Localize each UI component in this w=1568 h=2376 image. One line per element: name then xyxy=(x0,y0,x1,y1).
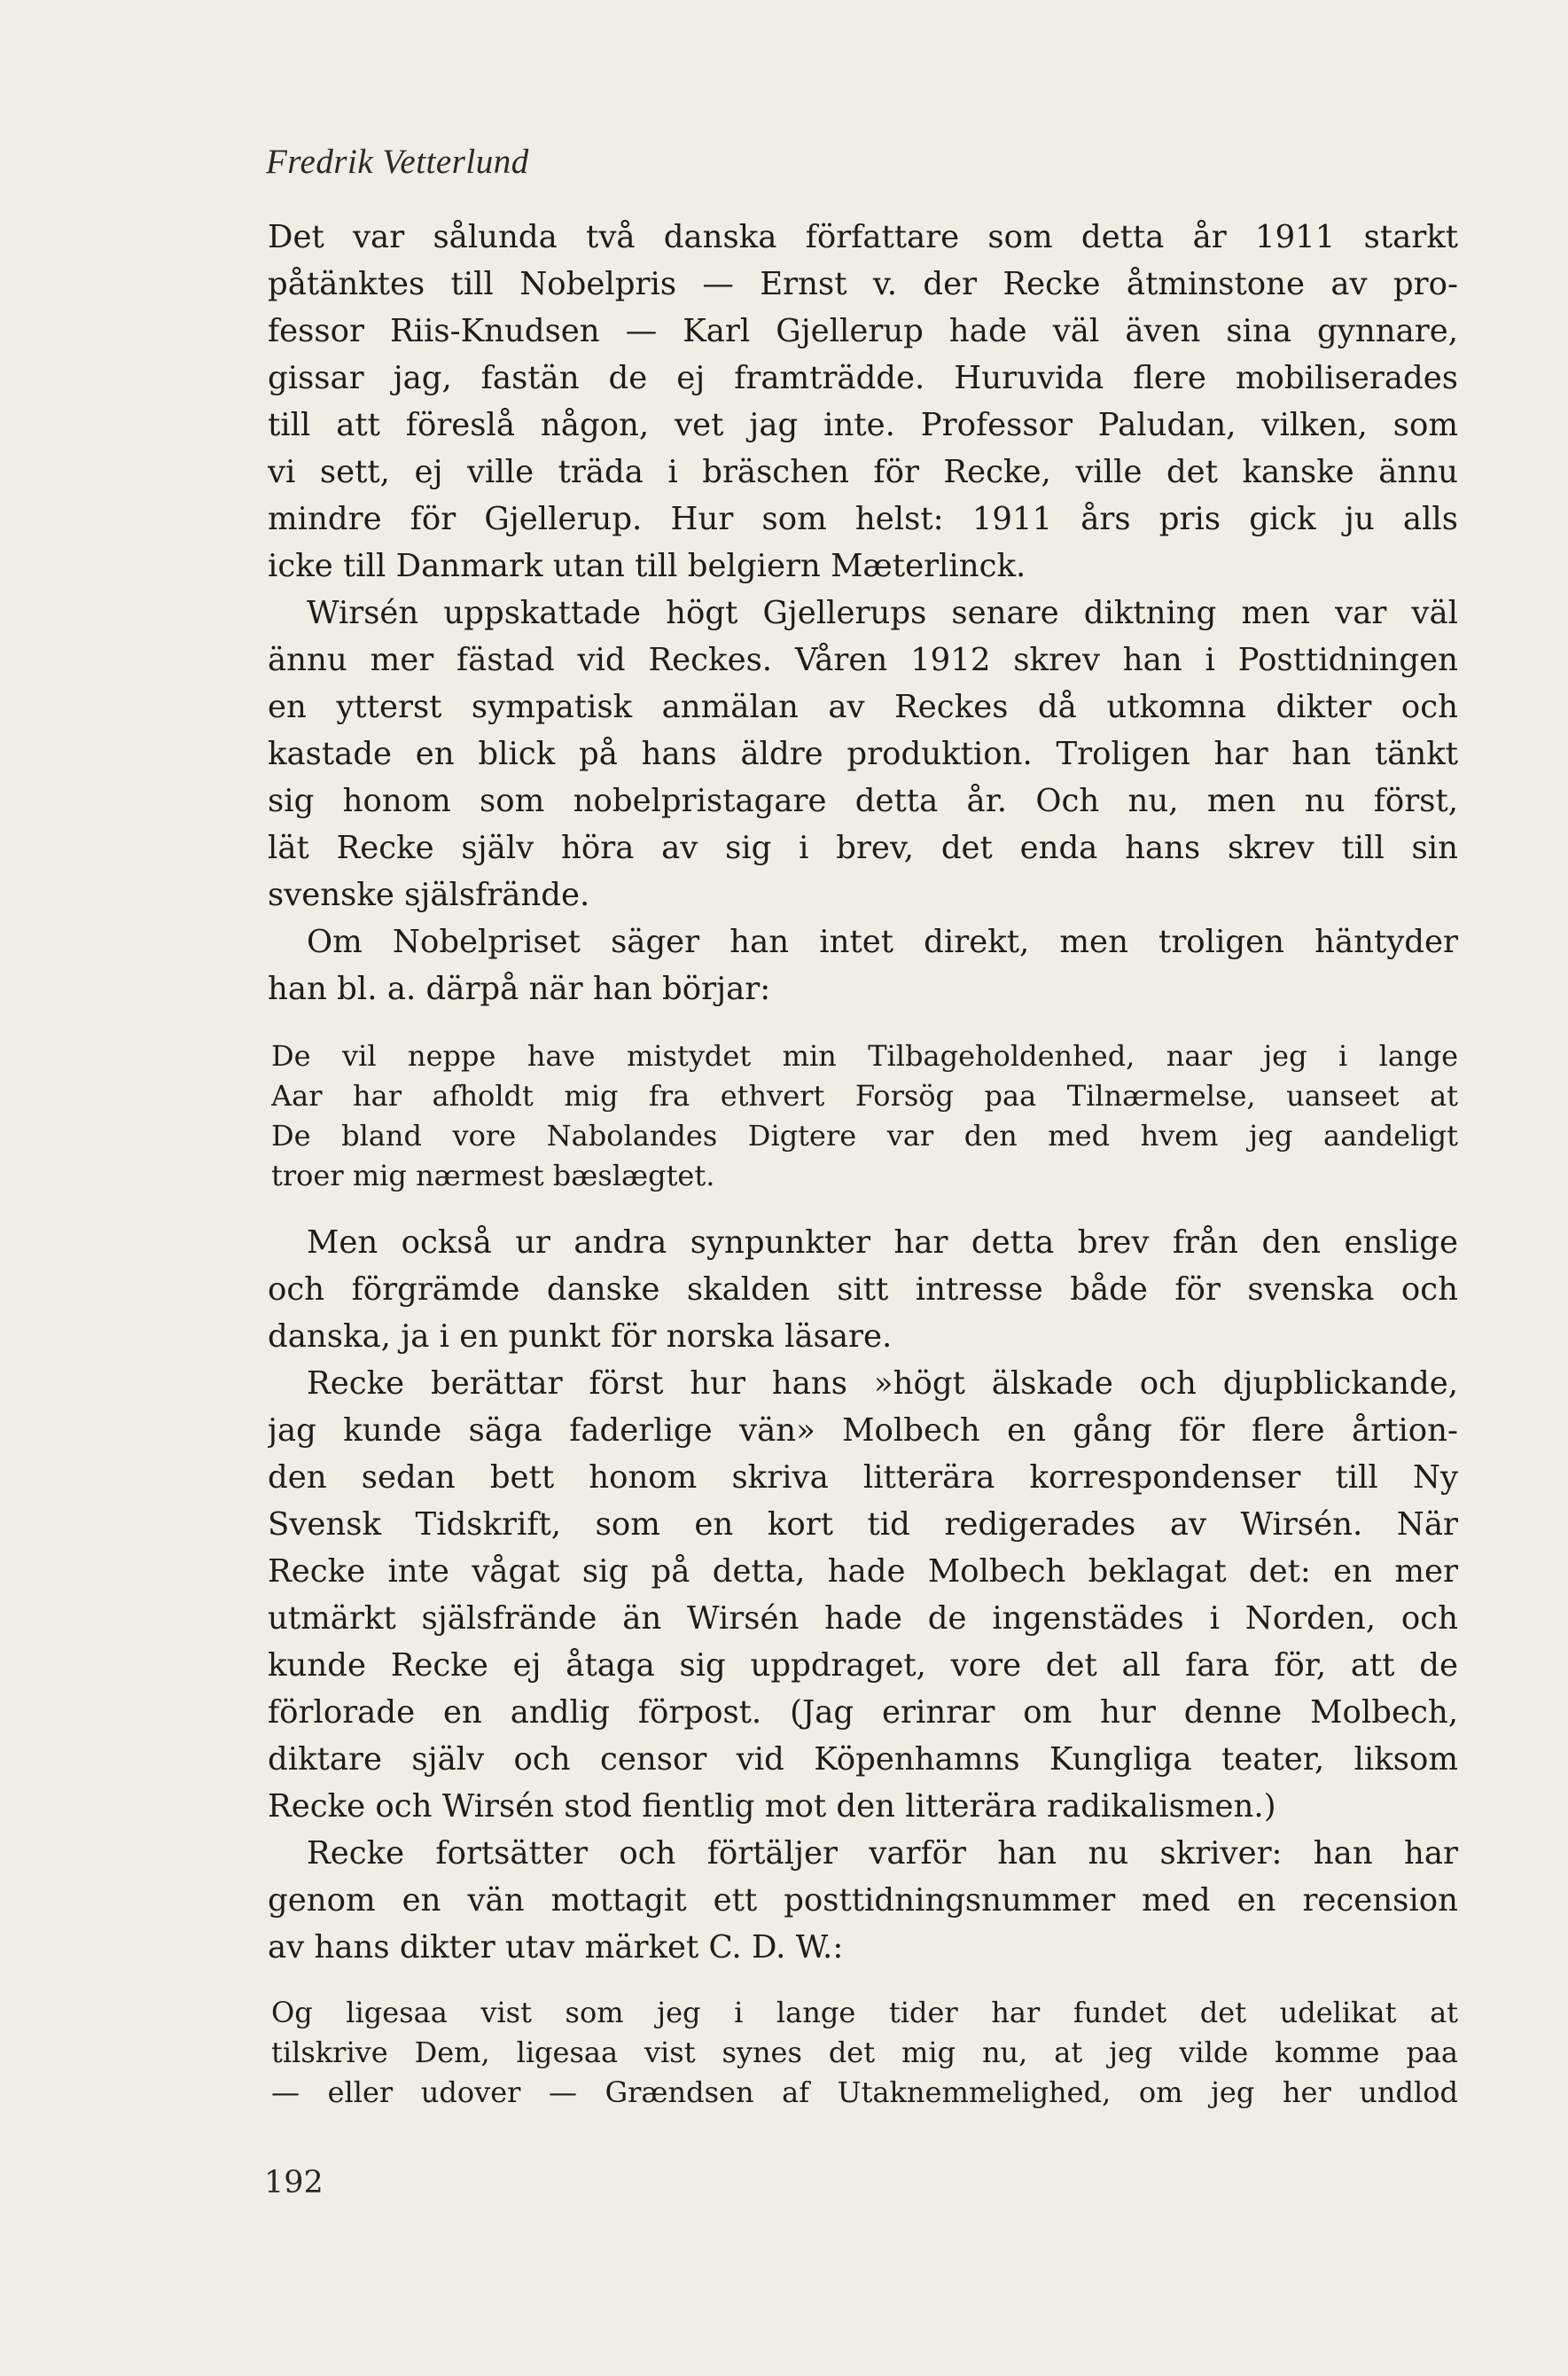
quote-line: De bland vore Nabolandes Digtere var den med hvem jeg aandeligt xyxy=(271,1119,1458,1153)
quote-line: Og ligesaa vist som jeg i lange tider har fundet det udelikat at xyxy=(271,1996,1458,2029)
text-line: mindre för Gjellerup. Hur som helst: 1911 års pris gick ju alls xyxy=(268,501,1458,537)
text-line: Svensk Tidskrift, som en kort tid redigerades av Wirsén. När xyxy=(268,1506,1458,1543)
text-line: Wirsén uppskattade högt Gjellerups senare diktning men var väl xyxy=(307,595,1458,631)
text-line: Recke berättar först hur hans »högt älskade och djupblickande, xyxy=(307,1365,1458,1402)
quote-line: De vil neppe have mistydet min Tilbageholdenhed, naar jeg i lange xyxy=(271,1039,1458,1073)
text-line: Recke fortsätter och förtäljer varför han nu skriver: han har xyxy=(307,1835,1458,1872)
text-line: fessor Riis-Knudsen — Karl Gjellerup hade väl även sina gynnare, xyxy=(268,313,1458,349)
text-line: en ytterst sympatisk anmälan av Reckes då utkomna dikter och xyxy=(268,689,1458,725)
text-line: Om Nobelpriset säger han intet direkt, men troligen häntyder xyxy=(307,924,1458,960)
text-line: sig honom som nobelpristagare detta år. Och nu, men nu först, xyxy=(268,783,1458,819)
text-line: vi sett, ej ville träda i bräschen för Recke, ville det kanske ännu xyxy=(268,454,1458,490)
text-line: till att föreslå någon, vet jag inte. Professor Paludan, vilken, som xyxy=(268,407,1458,443)
text-line: Recke inte vågat sig på detta, hade Molbech beklagat det: en mer xyxy=(268,1553,1458,1590)
quote-line: Aar har afholdt mig fra ethvert Forsög paa Tilnærmelse, uanseet at xyxy=(271,1079,1458,1113)
text-line: påtänktes till Nobelpris — Ernst v. der Recke åtminstone av pro- xyxy=(268,266,1458,302)
text-line: jag kunde säga faderlige vän» Molbech en gång för flere årtion- xyxy=(268,1412,1458,1449)
text-line: av hans dikter utav märket C. D. W.: xyxy=(268,1929,844,1966)
text-line: diktare själv och censor vid Köpenhamns Kungliga teater, liksom xyxy=(268,1741,1458,1778)
text-line: ännu mer fästad vid Reckes. Våren 1912 skrev han i Posttidningen xyxy=(268,642,1458,678)
text-line: kunde Recke ej åtaga sig uppdraget, vore det all fara för, att de xyxy=(268,1647,1458,1684)
quote-line: tilskrive Dem, ligesaa vist synes det mig nu, at jeg vilde komme paa xyxy=(271,2036,1458,2069)
text-line: kastade en blick på hans äldre produktion. Troligen har han tänkt xyxy=(268,736,1458,772)
quote-line: troer mig nærmest bæslægtet. xyxy=(271,1159,715,1192)
text-line: Men också ur andra synpunkter har detta brev från den enslige xyxy=(307,1224,1458,1261)
text-line: lät Recke själv höra av sig i brev, det enda hans skrev till sin xyxy=(268,830,1458,866)
quote-line: — eller udover — Grændsen af Utaknemmelighed, om jeg her undlod xyxy=(271,2075,1458,2109)
text-line: den sedan bett honom skriva litterära korrespondenser till Ny xyxy=(268,1459,1458,1496)
text-line: han bl. a. därpå när han börjar: xyxy=(268,971,771,1007)
text-line: icke till Danmark utan till belgiern Mæterlinck. xyxy=(268,548,1026,584)
text-line: utmärkt själsfrände än Wirsén hade de ingenstädes i Norden, och xyxy=(268,1600,1458,1637)
text-line: och förgrämde danske skalden sitt intresse både för svenska och xyxy=(268,1271,1458,1308)
text-line: gissar jag, fastän de ej framträdde. Huruvida flere mobiliserades xyxy=(268,360,1458,396)
text-line: svenske själsfrände. xyxy=(268,877,590,913)
text-line: genom en vän mottagit ett posttidningsnummer med en recension xyxy=(268,1882,1458,1919)
text-line: Recke och Wirsén stod fientlig mot den litterära radikalismen.) xyxy=(268,1788,1276,1825)
text-line: danska, ja i en punkt för norska läsare. xyxy=(268,1318,893,1355)
text-line: förlorade en andlig förpost. (Jag erinrar om hur denne Molbech, xyxy=(268,1694,1458,1731)
page-number: 192 xyxy=(264,2165,324,2200)
text-line: Det var sålunda två danska författare som detta år 1911 starkt xyxy=(268,219,1458,255)
running-head: Fredrik Vetterlund xyxy=(266,143,529,181)
